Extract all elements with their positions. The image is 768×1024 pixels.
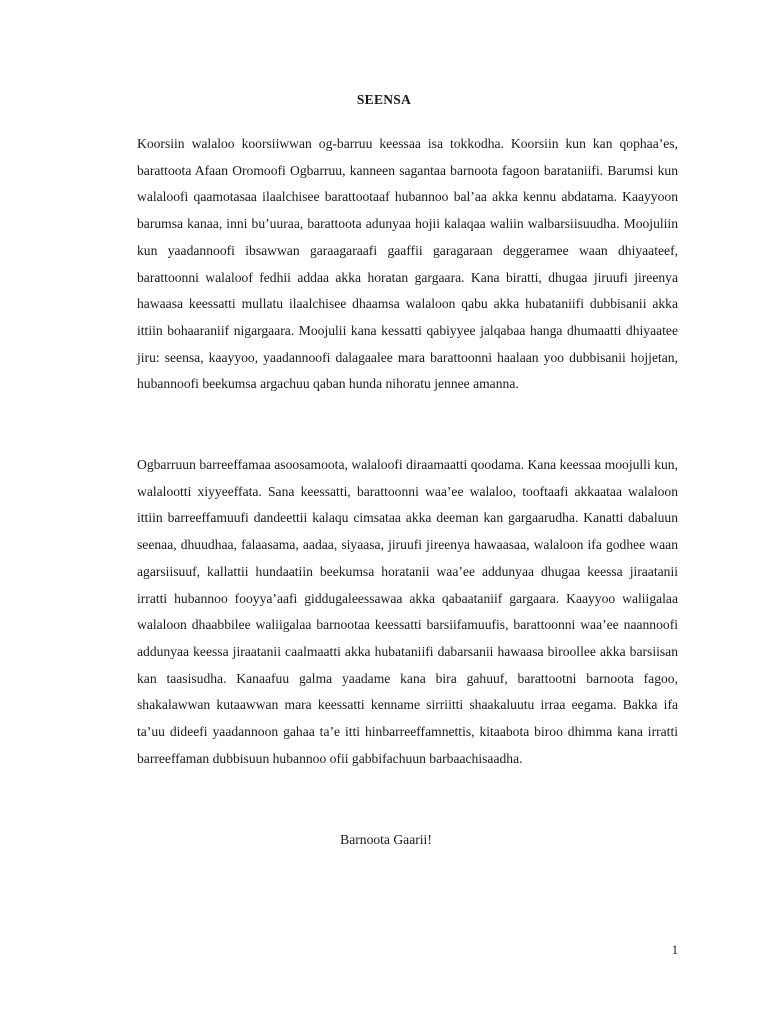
paragraph-body: Ogbarruun barreeffamaa asoosamoota, walaloofi diraamaatti qoodama. Kana keessaa moojulli kun, walalootti xiyyeeffata. Sana keessatti, barattoonni waa’ee walaloo, tooftaafi akkaataa walaloon ittiin barreeffamuufi dandeettii kalaqu cimsataa akka deeman kan gargaarudha. Kanatti dabaluun seenaa, dhuudhaa, falaasama, aadaa, siyaasa, jiruufi jireenya hawaasaa, walaloon ifa godhee waan agarsiisuuf, kallattii hundaatiin beekumsa horatanii waa’ee addunyaa dhugaa keessa jiraatanii irratti hubannoo fooyya’aafi giddugaleessawaa akka qabaataniif gargaara. Kaayyoo waliigalaa walaloon dhaabbilee waliigalaa barnootaa keessatti barsiifamuufis, barattoonni waa’ee naannoofi addunyaa keessa jiraatanii caalmaatti akka hubataniifi dabarsanii hawaasa biroollee akka barsiisan kan taasisudha. Kanaafuu galma yaadame kana bira gahuuf, barattootni barnoota fagoo, shakalawwan kutaawwan mara keessatti kenname sirriitti shaakaluutu irraa eegama. Bakka ifa ta’uu dideefi yaadannoon gahaa ta’e itti hinbarreeffamnettis, kitaabota biroo dhimma kana irratti barreeffaman dubbisuun hubannoo ofii gabbifachuun barbaachisaadha. — [137, 457, 678, 766]
page-title: SEENSA — [356, 92, 412, 107]
paragraph-intro: Koorsiin walaloo koorsiiwwan og-barruu keessaa isa tokkodha. Koorsiin kun kan qophaa’es, barattoota Afaan Oromoofi Ogbarruu, kanneen sagantaa barnoota fagoon barataniifi. Barumsi kun walaloofi qaamotasaa ilaalchisee barattootaaf hubannoo bal’aa akka kennu abdatama. Kaayyoon barumsa kanaa, inni bu’uuraa, barattoota adunyaa hojii kalaqaa waliin walbarsiisuudha. Moojuliin kun yaadannoofi ibsawwan garaagaraafi gaaffii garagaraan deggeramee waan dhiyaateef, barattoonni walaloof fedhii addaa akka horatan gargaara. Kana biratti, dhugaa jiruufi jireenya hawaasa keessatti mullatu ilaalchisee dhaamsa walaloon qabu akka hubataniifi dubbisanii akka ittiin bohaaraniif nigargaara. Moojulii kana kessatti qabiyyee jalqabaa hanga dhumaatti dhiyaatee jiru: seensa, kaayyoo, yaadannoofi dalagaalee mara barattoonni haalaan yoo dubbisanii hojjetan, hubannoofi beekumsa argachuu qaban hunda nihoratu jennee amanna. — [137, 136, 678, 392]
closing-remark — [0, 832, 768, 848]
page-number: 1 — [671, 943, 678, 957]
closing-text: Barnoota Gaarii! — [340, 832, 432, 847]
